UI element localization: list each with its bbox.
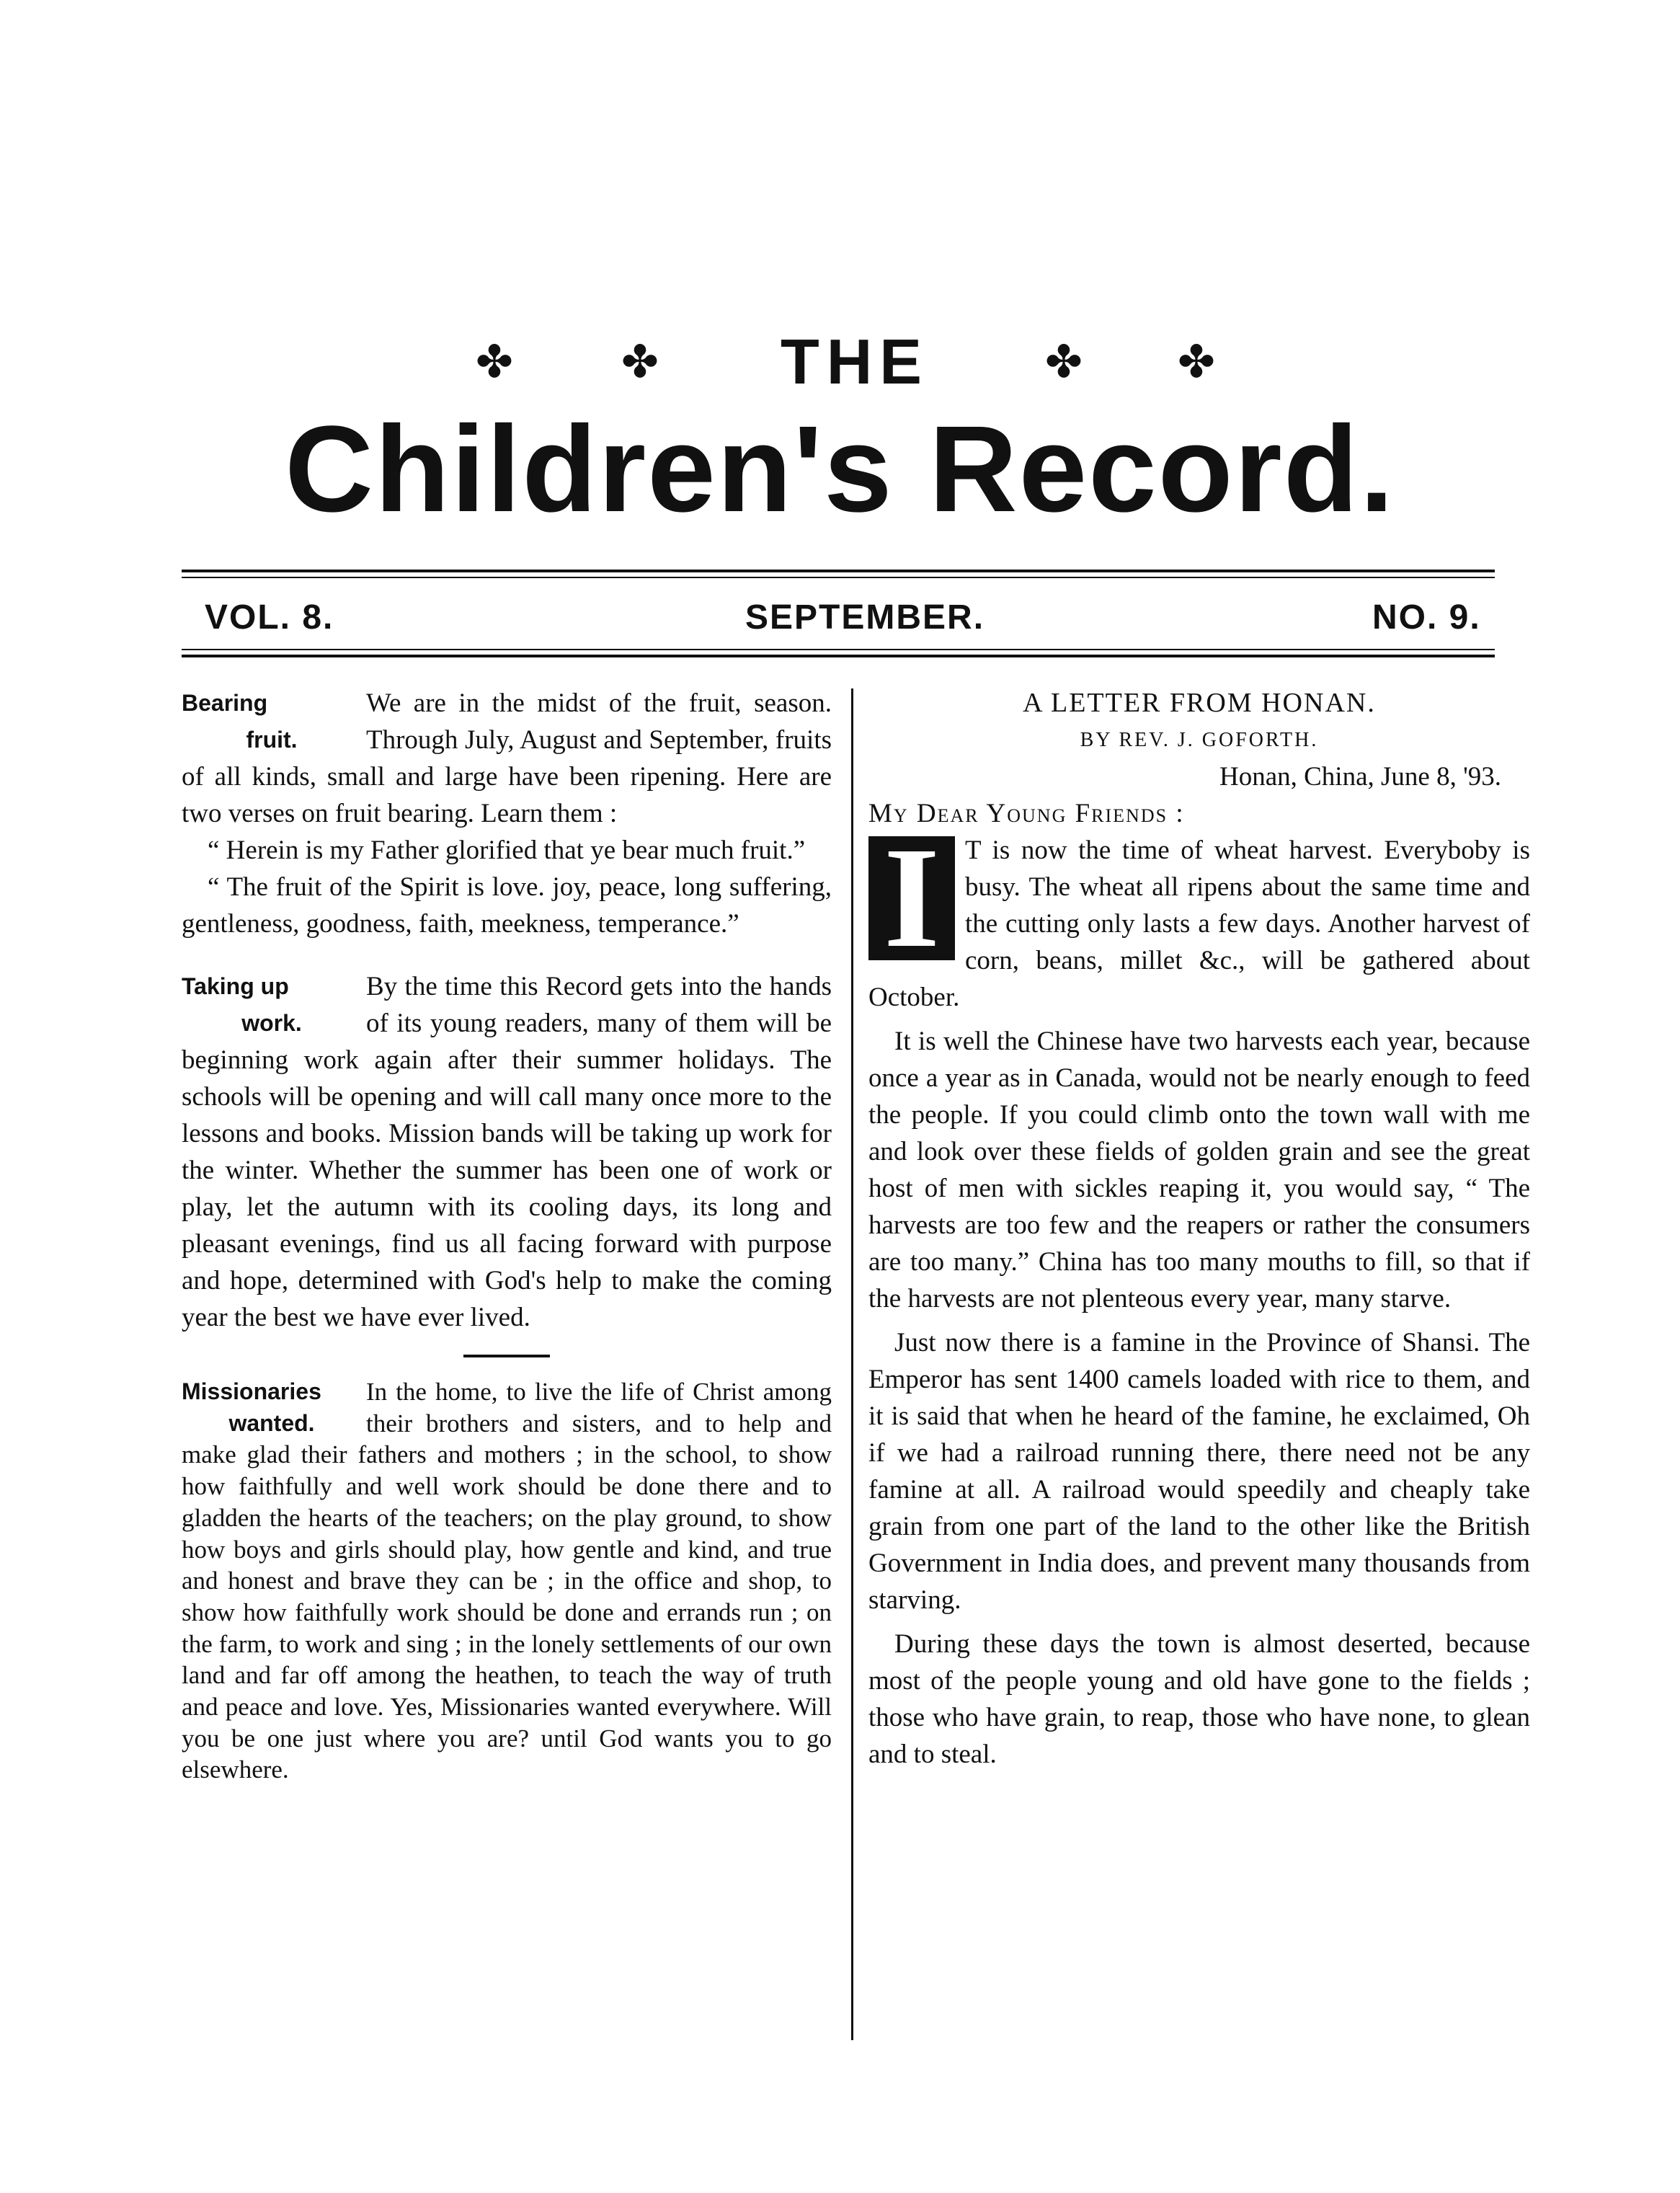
spacer	[182, 942, 832, 968]
ornament-icon: ✤	[1045, 338, 1083, 387]
rule-line	[182, 570, 1495, 572]
letter-paragraph: Just now there is a famine in the Province of Shansi. The Emperor has sent 1400 camels loaded with rice to them, and it is said that when he heard of the famine, he exclaimed, Oh if we had a railroad running there, there need not be any famine at all. A railroad would speedily and cheaply take grain from one part of the land to the other like the British Government in India does, and prevent many thousands from starving.	[868, 1328, 1530, 1615]
side-heading	[182, 1376, 362, 1439]
rule-line	[182, 577, 1495, 578]
column-divider	[851, 688, 853, 2040]
rule-line	[182, 649, 1495, 650]
article-taking-up-work	[182, 968, 832, 1336]
drop-cap: I	[868, 836, 955, 960]
letter-dateline: Honan, China, June 8, '93.	[1219, 762, 1501, 792]
month-label: SEPTEMBER.	[745, 598, 985, 637]
article-text: In the home, to live the life of Christ among their brothers and sisters, and to help and make glad their fathers and mothers ; in the school, to show how faithfully and well work should be done there and to gladden the hearts of the teachers; on the play ground, to show how boys and girls should play, how gentle and kind, and true and honest and brave they can be ; in the office and shop, to show how faithfully work should be done and errands run ; on the farm, to work and sing ; in the lonely settlements of our own land and far off among the heathen, to teach the way of truth and peace and love. Yes, Missionaries wanted everywhere. Will you be one just where you are? until God wants you to go elsewhere.	[182, 1378, 832, 1784]
article-bearing-fruit	[182, 685, 832, 942]
left-column	[182, 685, 832, 1786]
scripture-verse: “ Herein is my Father glorified that ye bear much fruit.”	[208, 836, 806, 865]
letter-byline: BY REV. J. GOFORTH.	[1080, 729, 1319, 751]
letter-paragraph-text: T is now the time of wheat harvest. Everyboby is busy. The wheat all ripens about the same time and the cutting only lasts a few days. Another harvest of corn, beans, millet &c., will be gathered about October.	[868, 836, 1530, 1012]
letter-paragraph	[868, 818, 1530, 1016]
letter-salutation: My Dear Young Friends :	[868, 799, 1185, 828]
side-heading-line: Missionaries	[182, 1378, 321, 1404]
ornament-icon: ✤	[1178, 338, 1215, 387]
scripture-verse: “ The fruit of the Spirit is love. joy, peace, long suffering, gentleness, goodness, faith, meekness, temperance.”	[182, 872, 832, 939]
letter-paragraph: It is well the Chinese have two harvests each year, because once a year as in Canada, would not be nearly enough to feed the people. If you could climb onto the town wall with me and look over these fields of golden grain and see the great host of men with sickles reaping it, you would say, “ The harvests are too few and the reapers or rather the consumers are too many.” China has too many mouths to fill, so that if the harvests are not plenteous every year, many starve.	[868, 1027, 1530, 1313]
article-missionaries-wanted	[182, 1376, 832, 1786]
ornament-icon: ✤	[621, 338, 659, 387]
issue-bar	[205, 593, 1502, 643]
side-heading-line: work.	[241, 1010, 302, 1036]
article-text: By the time this Record gets into the hands of its young readers, many of them will be beginning work again after their summer holidays. The schools will be opening and will call many once more to the lessons and books. Mission bands will be taking up work for the winter. Whether the summer has been one of work or play, let the autumn with its cooling days, its long and pleasant evenings, find us all facing forward with purpose and hope, determined with God's help to make the coming year the best we have ever lived.	[182, 972, 832, 1332]
top-double-rule	[182, 570, 1495, 578]
right-column	[868, 685, 1530, 1773]
side-heading	[182, 968, 362, 1042]
section-divider	[463, 1355, 550, 1357]
article-text: We are in the midst of the fruit, season. Through July, August and September, fruits of all kinds, small and large have been ripening. Here are two verses on fruit bearing. Learn them :	[182, 688, 832, 828]
letter-title: A LETTER FROM HONAN.	[1023, 688, 1376, 718]
side-heading	[182, 685, 362, 758]
masthead-pre-title: THE	[781, 326, 929, 397]
side-heading-line: fruit.	[246, 727, 298, 753]
volume-label: VOL. 8.	[205, 598, 334, 637]
ornament-icon: ✤	[476, 338, 513, 387]
rule-line	[182, 655, 1495, 657]
side-heading-line: wanted.	[228, 1409, 315, 1436]
masthead-title: Children's Record.	[285, 401, 1395, 538]
letter-paragraph: During these days the town is almost deserted, because most of the people young and old have gone to the fields ; those who have grain, to reap, those who have none, to glean and to steal.	[868, 1629, 1530, 1769]
side-heading-line: Bearing	[182, 690, 268, 716]
bottom-double-rule	[182, 649, 1495, 657]
number-label: NO. 9.	[1372, 598, 1481, 637]
side-heading-line: Taking up	[182, 973, 289, 999]
